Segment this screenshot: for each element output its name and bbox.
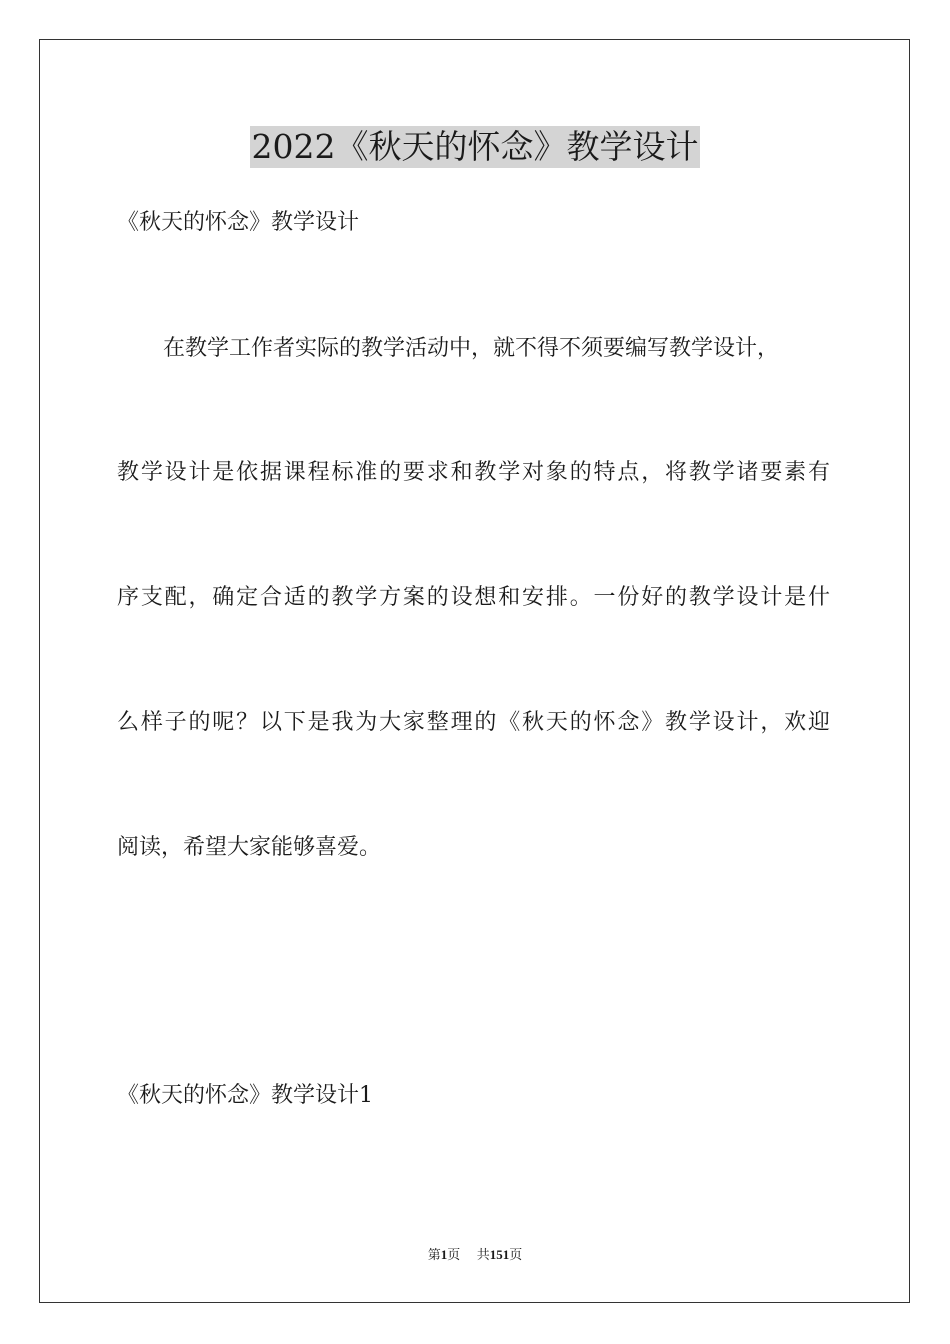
- footer-total-pages: 151: [489, 1247, 510, 1262]
- document-title: 2022《秋天的怀念》教学设计: [251, 127, 699, 166]
- footer-total-suffix: 页: [509, 1248, 523, 1263]
- footer-page-suffix: 页: [447, 1248, 461, 1263]
- paragraph-line-3: 序支配，确定合适的教学方案的设想和安排。一份好的教学设计是什: [117, 585, 830, 610]
- title-container: [0, 126, 950, 168]
- footer-total-prefix: 共: [476, 1248, 490, 1263]
- document-subtitle: 《秋天的怀念》教学设计: [117, 210, 360, 235]
- footer-page-number: 1: [440, 1247, 448, 1262]
- page-footer: [0, 1246, 950, 1265]
- footer-page-prefix: 第: [427, 1248, 441, 1263]
- section-heading: 《秋天的怀念》教学设计1: [117, 1083, 373, 1108]
- paragraph-line-2: 教学设计是依据课程标准的要求和教学对象的特点，将教学诸要素有: [117, 460, 830, 485]
- paragraph-line-1: 在教学工作者实际的教学活动中，就不得不须要编写教学设计，: [163, 336, 780, 361]
- paragraph-line-4: 么样子的呢？以下是我为大家整理的《秋天的怀念》教学设计，欢迎: [117, 710, 830, 735]
- paragraph-line-5: 阅读，希望大家能够喜爱。: [117, 835, 382, 860]
